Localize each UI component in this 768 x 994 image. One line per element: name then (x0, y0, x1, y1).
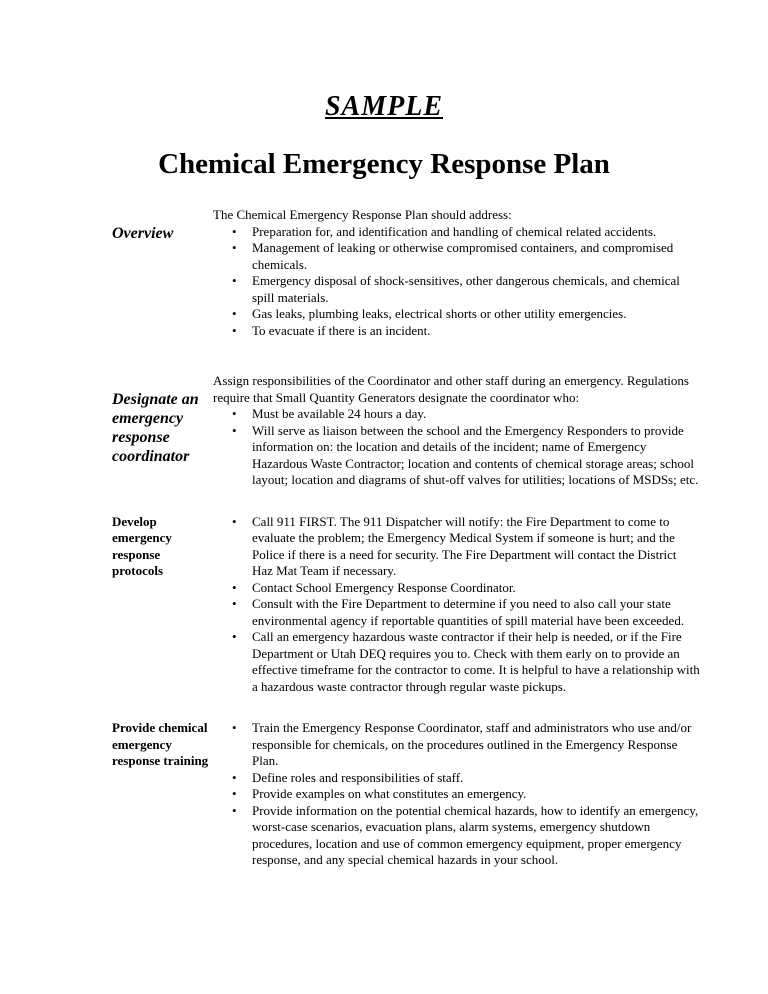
bullet-list (213, 406, 700, 489)
bullet-item (213, 224, 700, 241)
bullet-text: Gas leaks, plumbing leaks, electrical shorts or other utility emergencies. (252, 306, 627, 321)
bullet-marker-icon: • (232, 306, 237, 321)
section-label-column (112, 720, 213, 869)
sections (0, 207, 768, 869)
bullet-marker-icon: • (232, 629, 237, 644)
bullet-marker-icon: • (232, 802, 237, 818)
bullet-item (213, 803, 700, 869)
section-label-column (112, 207, 213, 339)
section-label-column (112, 373, 213, 489)
bullet-item (213, 240, 700, 273)
bullet-item (213, 306, 700, 323)
bullet-item (213, 786, 700, 803)
section-content-column (213, 207, 700, 339)
bullet-marker-icon: • (232, 579, 237, 595)
bullet-marker-icon: • (232, 513, 237, 529)
document-section (0, 207, 768, 339)
document-section (0, 720, 768, 869)
bullet-text: To evacuate if there is an incident. (252, 322, 431, 338)
bullet-text: Will serve as liaison between the school and the Emergency Responders to provide information on: the location and details of the incident; name of Emergency Hazardous Waste Contractor; location and contents of chemical storage areas; school layout; location and diagrams of shut-off valves for utilities; locations of MSDSs; etc. (252, 422, 699, 487)
sample-heading: SAMPLE (324, 91, 444, 122)
bullet-text: Preparation for, and identification and handling of chemical related accidents. (252, 223, 657, 239)
section-intro: Assign responsibilities of the Coordinator and other staff during an emergency. Regulations require that Small Quantity Generators designate the coordinator who: (213, 373, 689, 405)
section-content-column (213, 514, 700, 696)
bullet-marker-icon: • (232, 322, 237, 338)
bullet-text: Provide information on the potential chemical hazards, how to identify an emergency, worst-case scenarios, evacuation plans, alarm systems, emergency shutdown procedures, location and use of common emergency equipment, proper emergency response, and any special chemical hazards in your school. (252, 802, 699, 867)
bullet-marker-icon: • (232, 769, 237, 785)
bullet-list (213, 514, 700, 696)
document-section (0, 514, 768, 696)
bullet-marker-icon: • (232, 720, 237, 735)
bullet-text: Call 911 FIRST. The 911 Dispatcher will notify: the Fire Department to come to evaluate the problem; the Emergency Medical System if someone is hurt; and the Police if there is a need for security. The Fire Department will contact the District Haz Mat Team if necessary. (252, 513, 677, 578)
bullet-text: Management of leaking or otherwise compromised containers, and compromised chemicals. (252, 240, 674, 272)
bullet-item (213, 629, 700, 695)
section-label: Provide chemical emergency response training (112, 720, 209, 768)
bullet-marker-icon: • (232, 240, 237, 255)
bullet-list (213, 720, 700, 869)
bullet-marker-icon: • (232, 406, 237, 421)
bullet-text: Contact School Emergency Response Coordinator. (252, 579, 516, 595)
bullet-item (213, 406, 700, 423)
bullet-item (213, 514, 700, 580)
bullet-item (213, 423, 700, 489)
bullet-text: Consult with the Fire Department to determine if you need to also call your state environmental agency if reportable quantities of spill material have been exceeded. (252, 596, 685, 628)
bullet-text: Emergency disposal of shock-sensitives, other dangerous chemicals, and chemical spill materials. (252, 273, 680, 305)
bullet-text: Must be available 24 hours a day. (252, 406, 427, 421)
bullet-marker-icon: • (232, 596, 237, 611)
section-label: Overview (112, 225, 174, 242)
bullet-marker-icon: • (232, 273, 237, 288)
bullet-marker-icon: • (232, 422, 237, 438)
section-label: Designate an emergency response coordinator (112, 391, 199, 465)
bullet-item (213, 273, 700, 306)
bullet-item (213, 770, 700, 787)
section-content-column (213, 720, 700, 869)
section-content-column (213, 373, 700, 489)
bullet-item (213, 720, 700, 770)
section-label: Develop emergency response protocols (112, 513, 172, 578)
section-label-column (112, 514, 213, 696)
bullet-text: Provide examples on what constitutes an emergency. (252, 786, 527, 801)
bullet-text: Train the Emergency Response Coordinator, staff and administrators who use and/or responsible for chemicals, on the procedures outlined in the Emergency Response Plan. (252, 720, 692, 768)
bullet-marker-icon: • (232, 786, 237, 801)
bullet-text: Define roles and responsibilities of staff. (252, 769, 464, 785)
section-intro: The Chemical Emergency Response Plan should address: (213, 207, 512, 222)
bullet-text: Call an emergency hazardous waste contractor if their help is needed, or if the Fire Department or Utah DEQ requires you to. Check with them early on to provide an effective timeframe for the contractor to come. It is helpful to have a relationship with a hazardous waste contractor through regular waste pickups. (252, 629, 700, 694)
bullet-item (213, 323, 700, 340)
page-title: Chemical Emergency Response Plan (158, 148, 610, 180)
bullet-item (213, 596, 700, 629)
bullet-list (213, 224, 700, 340)
document-section (0, 373, 768, 489)
bullet-marker-icon: • (232, 223, 237, 239)
bullet-item (213, 580, 700, 597)
